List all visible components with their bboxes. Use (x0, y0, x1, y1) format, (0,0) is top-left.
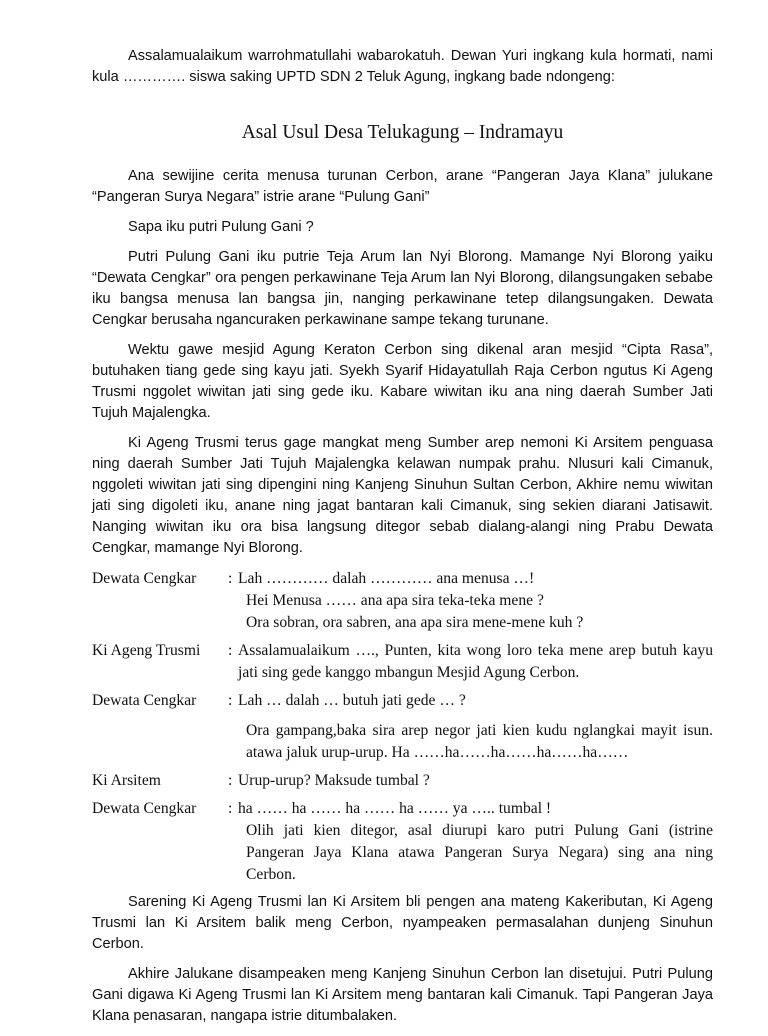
dialogue-speaker: Dewata Cengkar (92, 800, 197, 817)
dialogue-line: Lah … dalah … butuh jati gede … ? (238, 692, 466, 709)
dialogue-speaker: Ki Arsitem (92, 772, 161, 789)
dialogue-speaker: Dewata Cengkar (92, 692, 197, 709)
dialogue-lines (238, 770, 713, 792)
dialogue-line: Assalamualaikum …., Punten, kita wong loro teka mene arep butuh kayu jati sing gede kanggo mbangun Mesjid Agung Cerbon. (238, 642, 713, 681)
dialogue-colon: : (228, 800, 233, 817)
closing-paragraph-1: Sarening Ki Ageng Trusmi lan Ki Arsitem bli pengen ana mateng Kakeributan, Ki Ageng Trusmi lan Ki Arsitem balik meng Cerbon, nyampeaken permasalahan dunjeng Sinuhun Cerbon. (92, 894, 713, 952)
dialogue-lines (238, 690, 713, 764)
dialogue-lines (238, 798, 713, 886)
dialogue-entry (92, 568, 713, 634)
dialogue-entry (92, 798, 713, 886)
dialogue-line: Urup-urup? Maksude tumbal ? (238, 772, 430, 789)
dialogue-entry (92, 690, 713, 764)
dialogue-colon: : (228, 642, 233, 659)
dialogue-colon: : (228, 570, 233, 587)
dialogue-line: Hei Menusa …… ana apa sira teka-teka mene ? (246, 592, 544, 609)
dialogue-entry (92, 640, 713, 684)
dialogue-speaker: Ki Ageng Trusmi (92, 642, 201, 659)
paragraph-3: Putri Pulung Gani iku putrie Teja Arum lan Nyi Blorong. Mamange Nyi Blorong yaiku “Dewata Cengkar” ora pengen perkawinane Teja Arum lan Nyi Blorong, dilangsungaken sebabe iku bangsa menusa lan bangsa jin, nanging perkawinane tetep dilangsungaken. Dewata Cengkar berusaha ngancuraken perkawinane sampe tekang turunane. (92, 249, 713, 328)
dialogue-spacer (238, 712, 713, 720)
paragraph-5: Ki Ageng Trusmi terus gage mangkat meng Sumber arep nemoni Ki Arsitem penguasa ning daerah Sumber Jati Tujuh Majalengka kelawan numpak prahu. Nlusuri kali Cimanuk, nggoleti wiwitan jati sing dipengini ning Kanjeng Sinuhun Sultan Cerbon, Akhire nemu wiwitan jati sing digoleti iku, anane ning jagat bantaran kali Cimanuk, sing sekien diarani Jatisawit. Nanging wiwitan iku ora bisa langsung ditegor sebab dialang-alangi ning Prabu Dewata Cengkar, mamange Nyi Blorong. (92, 435, 713, 556)
dialogue-line: Ora sobran, ora sabren, ana apa sira mene-mene kuh ? (246, 614, 584, 631)
dialogue-colon: : (228, 772, 233, 789)
document-page (92, 46, 713, 1036)
dialogue-lines (238, 640, 713, 684)
dialogue-line: Olih jati kien ditegor, asal diurupi karo putri Pulung Gani (istrine Pangeran Jaya Klana atawa Pangeran Surya Negara) sing ana ning Cerbon. (246, 822, 713, 883)
story-title: Asal Usul Desa Telukagung – Indramayu (241, 122, 564, 143)
paragraph-2: Sapa iku putri Pulung Gani ? (128, 219, 314, 235)
paragraph-1: Ana sewijine cerita menusa turunan Cerbon, arane “Pangeran Jaya Klana” julukane “Pangeran Surya Negara” istrie arane “Pulung Gani” (92, 168, 713, 205)
dialogue-line: Lah ………… dalah ………… ana menusa …! (238, 570, 535, 587)
dialogue-speaker: Dewata Cengkar (92, 570, 197, 587)
greeting-paragraph: Assalamualaikum warrohmatullahi wabarokatuh. Dewan Yuri ingkang kula hormati, nami kula …………. siswa saking UPTD SDN 2 Teluk Agung, ingkang bade ndongeng: (92, 48, 713, 85)
dialogue-lines (238, 568, 713, 634)
dialogue-line: Ora gampang,baka sira arep negor jati kien kudu nglangkai mayit isun. atawa jaluk urup-urup. Ha ……ha……ha……ha……ha…… (246, 722, 713, 761)
dialogue-line: ha …… ha …… ha …… ha …… ya ….. tumbal ! (238, 800, 552, 817)
paragraph-4: Wektu gawe mesjid Agung Keraton Cerbon sing dikenal aran mesjid “Cipta Rasa”, butuhaken tiang gede sing kayu jati. Syekh Syarif Hidayatullah Raja Cerbon ngutus Ki Ageng Trusmi nggolet wiwitan jati sing gede iku. Kabare wiwitan iku ana ning daerah Sumber Jati Tujuh Majalengka. (92, 342, 713, 421)
dialogue-entry (92, 770, 713, 792)
dialogue-colon: : (228, 692, 233, 709)
closing-paragraph-2: Akhire Jalukane disampeaken meng Kanjeng Sinuhun Cerbon lan disetujui. Putri Pulung Gani digawa Ki Ageng Trusmi lan Ki Arsitem meng bantaran kali Cimanuk. Tapi Pangeran Jaya Klana penasaran, nangapa istrie ditumbalaken. (92, 966, 713, 1024)
